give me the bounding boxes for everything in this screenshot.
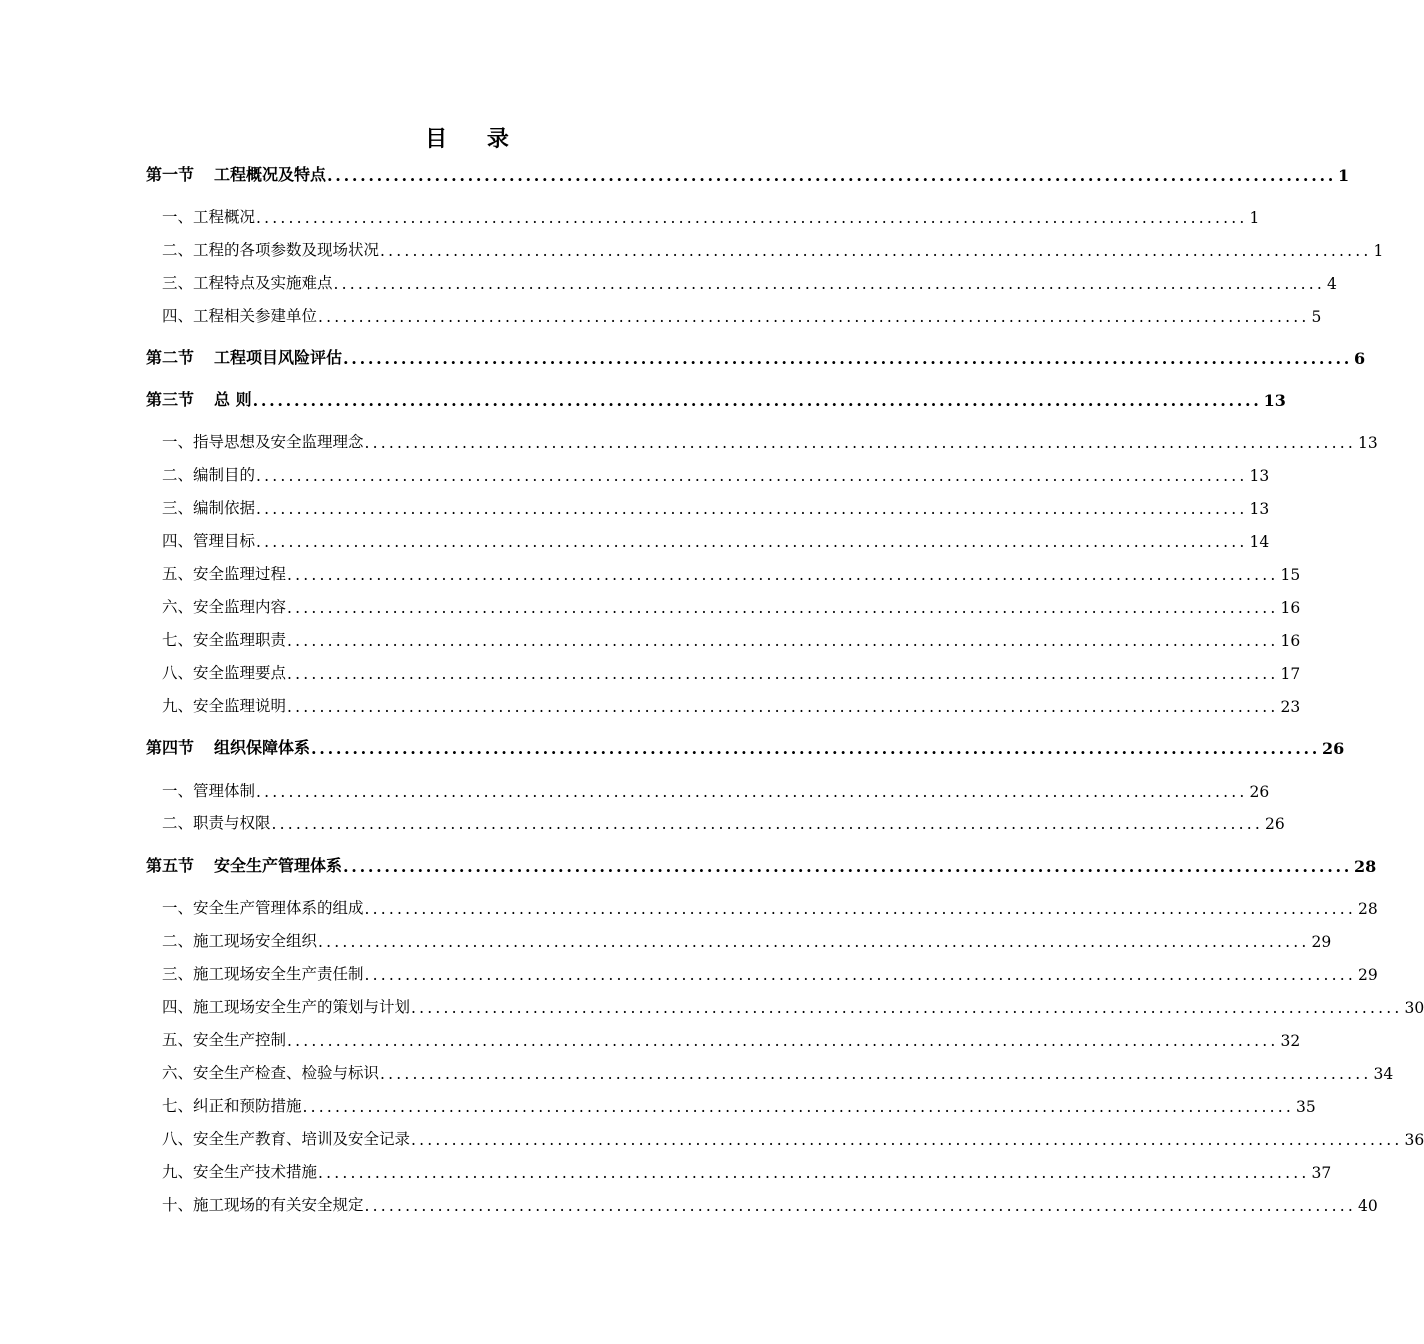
toc-item-title: 工程相关参建单位 [193, 307, 318, 325]
toc-item-title: 纠正和预防措施 [193, 1097, 302, 1115]
toc-leader: .......................................................................................................................... [287, 1032, 1279, 1050]
toc-item-title: 安全生产技术措施 [193, 1163, 318, 1181]
toc-item[interactable] [162, 923, 1332, 951]
toc-item-number: 七、 [162, 1097, 194, 1115]
toc-page-number: 17 [1280, 665, 1301, 683]
toc-page-number: 16 [1280, 632, 1301, 650]
toc-section-number: 第三节 [146, 390, 195, 409]
toc-leader: .......................................................................................................................... [327, 166, 1337, 185]
toc-page-number: 35 [1296, 1098, 1316, 1116]
toc-section-3[interactable] [146, 382, 1286, 410]
toc-page-number: 15 [1280, 566, 1301, 584]
toc-item[interactable] [162, 490, 1270, 518]
toc-section-number: 第一节 [146, 165, 195, 184]
toc-item[interactable] [162, 232, 1384, 260]
toc-item-number: 二、 [162, 241, 194, 259]
toc-item[interactable] [162, 265, 1337, 293]
toc-item-number: 九、 [162, 697, 194, 715]
toc-page-number: 13 [1249, 500, 1270, 518]
toc-section-1[interactable] [146, 157, 1350, 185]
toc-leader: .......................................................................................................................... [343, 857, 1353, 876]
toc-page-number: 5 [1311, 308, 1322, 326]
toc-item[interactable] [162, 556, 1301, 584]
toc-item[interactable] [162, 1154, 1332, 1182]
toc-item-number: 二、 [162, 814, 194, 832]
toc-item-title: 安全生产教育、培训及安全记录 [193, 1130, 411, 1148]
toc-item[interactable] [162, 523, 1270, 551]
page-title: 目 录 [425, 126, 525, 152]
toc-item-number: 七、 [162, 631, 194, 649]
toc-item-title: 安全监理说明 [193, 697, 287, 715]
toc-leader: .......................................................................................................................... [364, 1197, 1357, 1215]
toc-leader: .......................................................................................................................... [364, 900, 1357, 918]
toc-item-number: 六、 [162, 1064, 194, 1082]
toc-page-number: 1 [1338, 166, 1350, 185]
toc-item-title: 编制依据 [193, 499, 256, 517]
toc-section-title: 组织保障体系 [214, 738, 311, 757]
toc-section-number: 第四节 [146, 738, 195, 757]
toc-item[interactable] [162, 589, 1301, 617]
toc-leader: .......................................................................................................................... [364, 434, 1357, 452]
toc-leader: .......................................................................................................................... [302, 1098, 1295, 1116]
toc-page-number: 28 [1358, 900, 1378, 918]
toc-page-number: 30 [1404, 999, 1424, 1017]
toc-item-number: 十、 [162, 1196, 194, 1214]
toc-item-title: 施工现场安全生产的策划与计划 [193, 998, 411, 1016]
toc-page-number: 23 [1280, 698, 1301, 716]
toc-leader: .......................................................................................................................... [318, 308, 1310, 326]
toc-item-title: 指导思想及安全监理理念 [193, 433, 364, 451]
toc-item-number: 三、 [162, 499, 194, 517]
toc-item[interactable] [162, 622, 1301, 650]
toc-leader: .......................................................................................................................... [252, 391, 1262, 410]
toc-page-number: 13 [1358, 434, 1378, 452]
toc-item[interactable] [162, 773, 1270, 801]
toc-item-number: 六、 [162, 598, 194, 616]
toc-item[interactable] [162, 457, 1270, 485]
toc-item-title: 工程特点及实施难点 [193, 274, 333, 292]
toc-item-title: 管理目标 [193, 532, 256, 550]
toc-item[interactable] [162, 298, 1322, 326]
toc-leader: .......................................................................................................................... [318, 1164, 1310, 1182]
toc-item[interactable] [162, 424, 1378, 452]
toc-leader: .......................................................................................................................... [411, 999, 1403, 1017]
toc-page-number: 13 [1263, 391, 1286, 410]
toc-page-number: 29 [1358, 966, 1378, 984]
toc-page-number: 37 [1311, 1164, 1332, 1182]
toc-page-number: 14 [1249, 533, 1270, 551]
toc-item[interactable] [162, 655, 1301, 683]
toc-section-title: 工程概况及特点 [214, 165, 327, 184]
toc-item-title: 安全监理内容 [193, 598, 287, 616]
toc-item-title: 施工现场的有关安全规定 [193, 1196, 364, 1214]
toc-item[interactable] [162, 1022, 1301, 1050]
toc-leader: .......................................................................................................................... [311, 739, 1321, 758]
toc-leader: .......................................................................................................................... [380, 1065, 1372, 1083]
toc-item-number: 三、 [162, 274, 194, 292]
toc-page-number: 26 [1322, 739, 1345, 758]
toc-item-number: 四、 [162, 532, 194, 550]
toc-leader: .......................................................................................................................... [287, 566, 1279, 584]
toc-page-number: 26 [1265, 815, 1285, 833]
toc-item-number: 八、 [162, 664, 194, 682]
toc-page-number: 16 [1280, 599, 1301, 617]
toc-page-number: 34 [1373, 1065, 1394, 1083]
toc-page-number: 29 [1311, 933, 1332, 951]
toc-item[interactable] [162, 890, 1378, 918]
toc-item-title: 安全生产控制 [193, 1031, 287, 1049]
toc-section-number: 第五节 [146, 856, 195, 875]
toc-item-number: 二、 [162, 466, 194, 484]
toc-section-4[interactable] [146, 730, 1345, 758]
toc-leader: .......................................................................................................................... [380, 242, 1372, 260]
toc-section-title: 工程项目风险评估 [214, 348, 343, 367]
toc-leader: .......................................................................................................................... [256, 783, 1248, 801]
toc-leader: .......................................................................................................................... [271, 815, 1264, 833]
toc-item-title: 施工现场安全组织 [193, 932, 318, 950]
toc-item[interactable] [162, 989, 1424, 1017]
toc-item[interactable] [162, 1187, 1378, 1215]
toc-section-5[interactable] [146, 848, 1377, 876]
toc-section-title: 安全生产管理体系 [214, 856, 343, 875]
toc-item-title: 编制目的 [193, 466, 256, 484]
toc-leader: .......................................................................................................................... [343, 349, 1353, 368]
toc-item-title: 安全生产管理体系的组成 [193, 899, 364, 917]
toc-page-number: 1 [1373, 242, 1384, 260]
toc-item[interactable] [162, 1088, 1316, 1116]
toc-item-number: 五、 [162, 565, 194, 583]
toc-section-number: 第二节 [146, 348, 195, 367]
toc-leader: .......................................................................................................................... [333, 275, 1326, 293]
toc-leader: .......................................................................................................................... [364, 966, 1357, 984]
toc-item-number: 四、 [162, 307, 194, 325]
toc-page-number: 28 [1354, 857, 1377, 876]
toc-item-title: 安全监理职责 [193, 631, 287, 649]
toc-leader: .......................................................................................................................... [318, 933, 1310, 951]
toc-page-number: 6 [1354, 349, 1366, 368]
toc-page-number: 40 [1358, 1197, 1378, 1215]
toc-item-title: 安全监理过程 [193, 565, 287, 583]
toc-leader: .......................................................................................................................... [411, 1131, 1403, 1149]
toc-item-number: 一、 [162, 433, 194, 451]
toc-item[interactable] [162, 199, 1260, 227]
toc-leader: .......................................................................................................................... [256, 500, 1248, 518]
toc-item-number: 一、 [162, 899, 194, 917]
toc-item[interactable] [162, 1055, 1394, 1083]
toc-leader: .......................................................................................................................... [287, 698, 1279, 716]
toc-item-number: 二、 [162, 932, 194, 950]
toc-item-title: 施工现场安全生产责任制 [193, 965, 364, 983]
toc-item[interactable] [162, 1121, 1424, 1149]
toc-section-2[interactable] [146, 340, 1366, 368]
toc-item-number: 一、 [162, 208, 194, 226]
toc-page-number: 1 [1249, 209, 1260, 227]
toc-item-number: 三、 [162, 965, 194, 983]
toc-item-title: 工程的各项参数及现场状况 [193, 241, 380, 259]
toc-item-number: 一、 [162, 782, 194, 800]
toc-item-number: 五、 [162, 1031, 194, 1049]
toc-item[interactable] [162, 688, 1301, 716]
toc-section-title: 总 则 [214, 390, 252, 409]
toc-item-number: 八、 [162, 1130, 194, 1148]
toc-item-number: 九、 [162, 1163, 194, 1181]
toc-item-title: 安全生产检查、检验与标识 [193, 1064, 380, 1082]
toc-leader: .......................................................................................................................... [287, 665, 1279, 683]
toc-item-number: 四、 [162, 998, 194, 1016]
toc-page-number: 36 [1404, 1131, 1424, 1149]
toc-page-number: 26 [1249, 783, 1270, 801]
toc-item-title: 职责与权限 [193, 814, 271, 832]
toc-leader: .......................................................................................................................... [287, 632, 1279, 650]
toc-item-title: 工程概况 [193, 208, 256, 226]
toc-page-number: 32 [1280, 1032, 1301, 1050]
toc-item-title: 管理体制 [193, 782, 256, 800]
toc-leader: .......................................................................................................................... [256, 467, 1248, 485]
toc-leader: .......................................................................................................................... [256, 533, 1248, 551]
toc-item[interactable] [162, 956, 1378, 984]
toc-item[interactable] [162, 805, 1285, 833]
toc-page-number: 4 [1327, 275, 1337, 293]
toc-leader: .......................................................................................................................... [256, 209, 1248, 227]
toc-leader: .......................................................................................................................... [287, 599, 1279, 617]
toc-page-number: 13 [1249, 467, 1270, 485]
toc-item-title: 安全监理要点 [193, 664, 287, 682]
